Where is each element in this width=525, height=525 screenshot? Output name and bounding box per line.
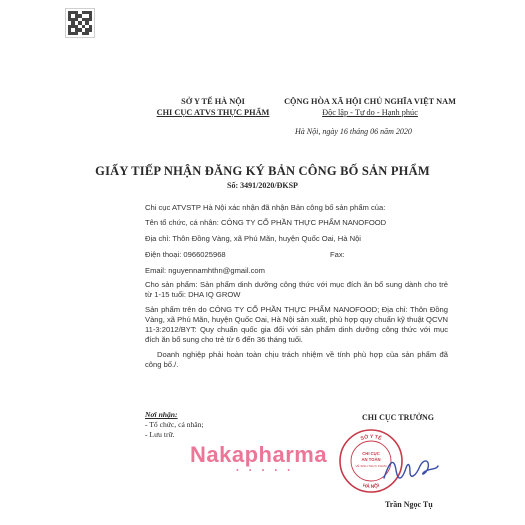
document-title: GIẤY TIẾP NHẬN ĐĂNG KÝ BẢN CÔNG BỐ SẢN PHẨM [95, 164, 430, 178]
watermark-dots: • • • • • [236, 466, 295, 475]
document-number: Số: 3491/2020/ĐKSP [227, 181, 298, 190]
qr-code [65, 8, 95, 38]
svg-text:HÀ NỘI [362, 481, 381, 490]
signer-title: CHI CỤC TRƯỞNG [362, 413, 435, 422]
address-line: Địa chỉ: Thôn Đồng Vàng, xã Phú Mãn, huyện Quốc Oai, Hà Nội [145, 234, 361, 243]
org-name-line: Tên tổ chức, cá nhân: CÔNG TY CỔ PHẦN THỰC PHẨM NANOFOOD [145, 218, 387, 227]
national-motto [270, 96, 470, 118]
intro-line: Chi cục ATVSTP Hà Nội xác nhận đã nhận Bản công bố sản phẩm của: [145, 203, 386, 212]
stamp-line-2: AN TOÀN [361, 457, 381, 462]
fax-line: Fax: [330, 250, 345, 259]
recipient-item: - Lưu trữ. [145, 430, 175, 439]
recipients-heading: Nơi nhận: [145, 410, 178, 419]
stamp-line-3: VỆ SINH THỰC PHẨM [355, 464, 387, 468]
signer-name: Trần Ngọc Tụ [385, 500, 433, 509]
issuing-authority [138, 96, 288, 118]
manufacture-paragraph: Sản phẩm trên do CÔNG TY CỔ PHẦN THỰC PHẨM NANOFOOD; Địa chỉ: Thôn Đồng Vàng, xã Phú Mãn, huyện Quốc Oai, Hà Nội sản xuất, phù hợp quy chuẩn kỹ thuật QCVN 11-3:2012/BYT: Quy chuẩn quốc gia đối với sản phẩm dinh dưỡng công thức với mục đích ăn bổ sung cho trẻ từ 6 đến 36 tháng tuổi. [145, 305, 448, 344]
org-line-2: CHI CỤC ATVS THỰC PHẨM [156, 108, 270, 117]
nation-line-1: CỘNG HÒA XÃ HỘI CHỦ NGHĨA VIỆT NAM [284, 97, 456, 106]
stamp-line-1: CHI CỤC [362, 451, 380, 456]
watermark-text: Nakapharma [190, 442, 328, 467]
stamp-top-text: SỞ Y TẾ [359, 433, 383, 442]
issue-date: Hà Nội, ngày 16 tháng 06 năm 2020 [295, 127, 412, 136]
recipient-item: - Tổ chức, cá nhân; [145, 420, 204, 429]
recipients-block [145, 410, 204, 440]
phone-line: Điện thoại: 0966025968 [145, 250, 226, 259]
email-line: Email: nguyennamhthn@gmail.com [145, 266, 265, 275]
handwritten-signature [380, 450, 440, 490]
org-line-1: SỞ Y TẾ HÀ NỘI [181, 97, 245, 106]
responsibility-paragraph: Doanh nghiệp phải hoàn toàn chịu trách nhiệm về tính phù hợp của sản phẩm đã công bố./. [145, 350, 448, 369]
nation-line-2: Độc lập - Tự do - Hạnh phúc [322, 108, 418, 117]
stamp-bottom-text: HÀ NỘI [361, 482, 381, 491]
product-paragraph: Cho sản phẩm: Sản phẩm dinh dưỡng công thức với mục đích ăn bổ sung dành cho trẻ từ 1-15 tuổi: DHA IQ GROW [145, 280, 448, 299]
